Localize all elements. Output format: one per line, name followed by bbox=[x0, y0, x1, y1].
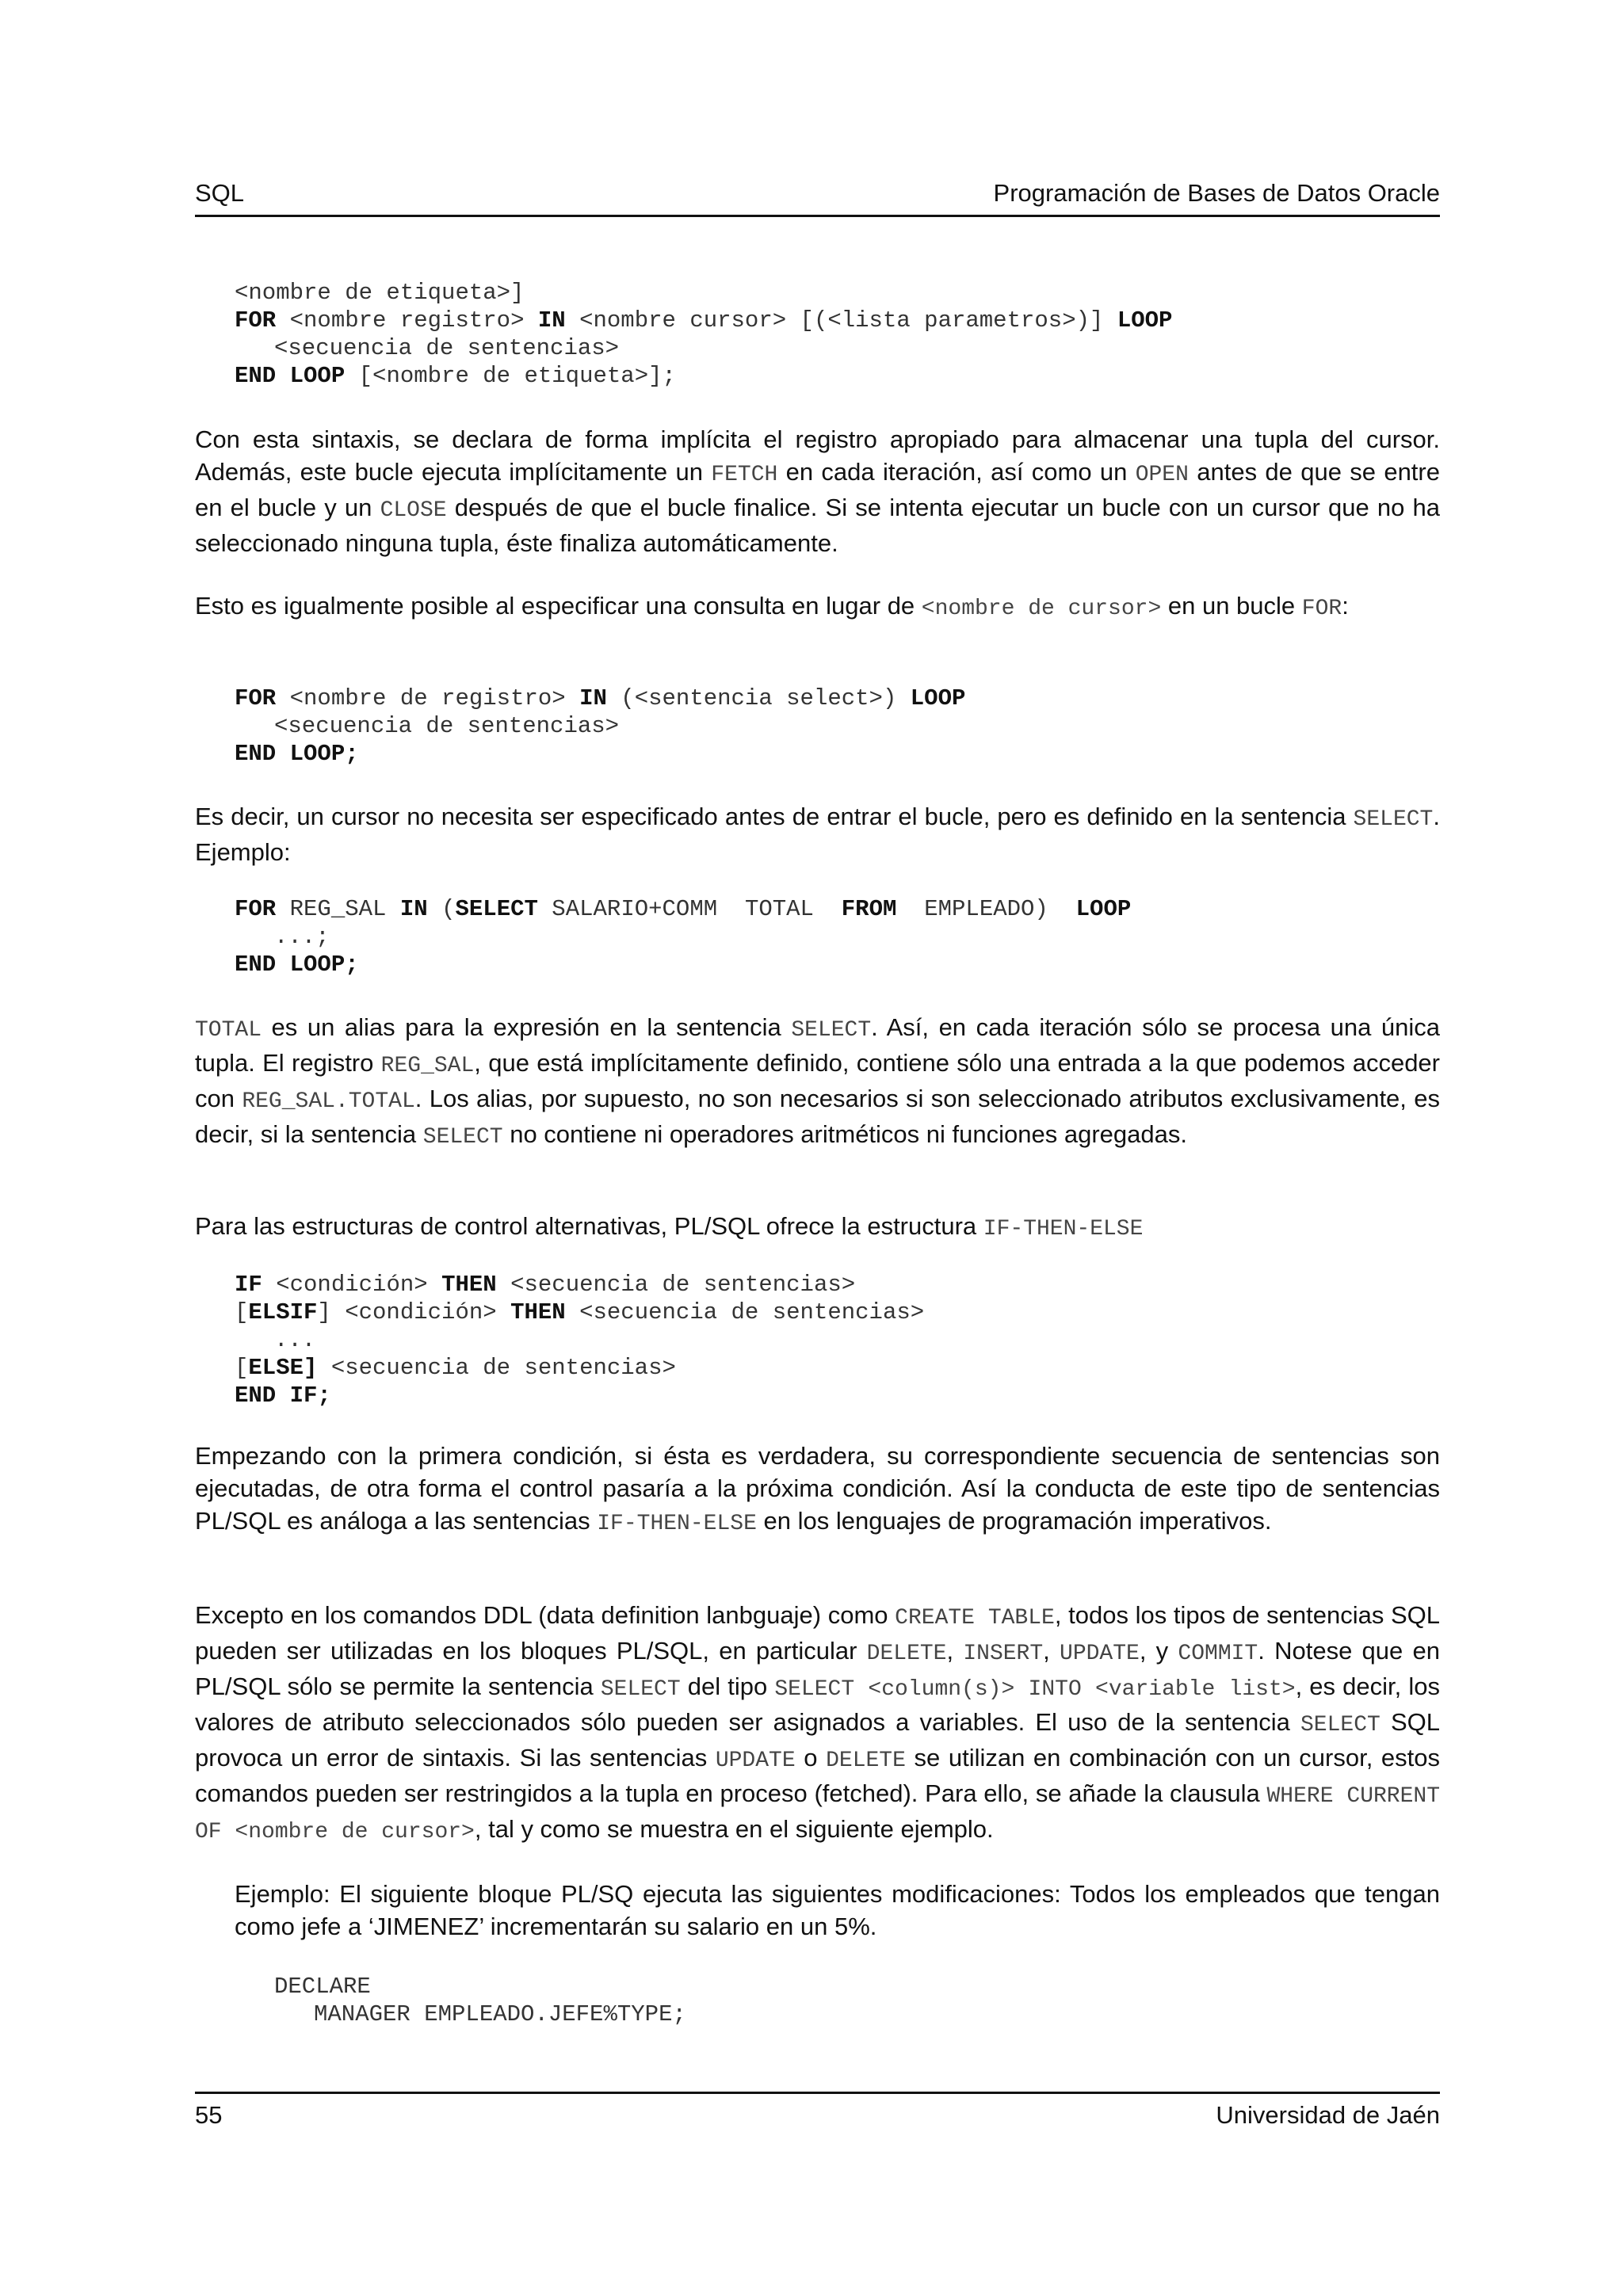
header-book-title: Programación de Bases de Datos Oracle bbox=[993, 179, 1440, 207]
running-footer bbox=[195, 2100, 1440, 2131]
code-text: <secuencia de sentencias> bbox=[274, 335, 620, 361]
code-text: [<nombre de etiqueta>]; bbox=[345, 363, 676, 389]
paragraph-text: Esto es igualmente posible al especificar una consulta en lugar de bbox=[195, 592, 922, 620]
paragraph-text: . Notese que en PL/SQL sólo se permite la sentencia bbox=[195, 1637, 1440, 1700]
code-text: MANAGER EMPLEADO.JEFE%TYPE; bbox=[314, 2001, 686, 2027]
paragraph-text: antes de que se entre en el bucle y un bbox=[195, 458, 1440, 521]
paragraph-text: . Los alias, por supuesto, no son necesarios si son seleccionado atributos exclusivamente, es decir, si la sentencia bbox=[195, 1085, 1440, 1148]
code-keyword: ELSIF bbox=[248, 1299, 318, 1325]
code-text: [ bbox=[235, 1299, 249, 1325]
code-keyword: END IF; bbox=[235, 1383, 331, 1409]
code-keyword: END LOOP; bbox=[235, 952, 359, 978]
code-line bbox=[274, 1973, 1440, 2000]
inline-code: FETCH bbox=[711, 463, 778, 487]
inline-code: COMMIT bbox=[1178, 1642, 1258, 1666]
paragraph-text: SQL provoca un error de sintaxis. Si las sentencias bbox=[195, 1708, 1440, 1772]
code-line bbox=[235, 895, 1440, 923]
paragraph bbox=[195, 1440, 1440, 1540]
code-keyword: FROM bbox=[841, 896, 897, 922]
code-text: ( bbox=[427, 896, 456, 922]
code-text: <nombre registro> bbox=[276, 307, 538, 334]
code-line bbox=[235, 334, 1440, 362]
paragraph-text: . Ejemplo: bbox=[195, 803, 1440, 866]
code-keyword: LOOP bbox=[1075, 896, 1132, 922]
code-line bbox=[235, 1354, 1440, 1382]
paragraph-text: no contiene ni operadores aritméticos ni funciones agregadas. bbox=[502, 1120, 1187, 1148]
paragraph-text: . Así, en cada iteración sólo se procesa una única tupla. El registro bbox=[195, 1013, 1440, 1077]
paragraph-text: en un bucle bbox=[1161, 592, 1302, 620]
inline-code: SELECT bbox=[1353, 807, 1434, 832]
paragraph bbox=[195, 1210, 1440, 1245]
paragraph-text: se utilizan en combinación con un cursor, estos comandos pueden ser restringidos a la tupla en proceso (fetched). Para ello, se añade la clausula bbox=[195, 1744, 1441, 1807]
paragraph bbox=[195, 1878, 1440, 1943]
inline-code: SELECT <column(s)> INTO <variable list> bbox=[774, 1677, 1296, 1702]
inline-code: FOR bbox=[1301, 597, 1342, 621]
code-text: REG_SAL bbox=[276, 896, 400, 922]
paragraph-text: o bbox=[795, 1744, 827, 1772]
code-keyword: IN bbox=[399, 896, 428, 922]
code-keyword: END LOOP bbox=[235, 363, 346, 389]
code-text: <nombre cursor> [(<lista parametros>)] bbox=[565, 307, 1117, 334]
paragraph-text: , tal y como se muestra en el siguiente ejemplo. bbox=[474, 1815, 994, 1843]
paragraph-text: Excepto en los comandos DDL (data definition lanbguaje) como bbox=[195, 1601, 896, 1629]
footer-institution: Universidad de Jaén bbox=[1216, 2101, 1440, 2129]
code-line bbox=[235, 951, 1440, 978]
code-line bbox=[235, 685, 1440, 712]
inline-code: DELETE bbox=[866, 1642, 947, 1666]
paragraph-text: es un alias para la expresión en la sentencia bbox=[262, 1013, 792, 1041]
paragraph bbox=[195, 800, 1440, 868]
code-text: [ bbox=[235, 1355, 249, 1381]
code-keyword: FOR bbox=[235, 896, 277, 922]
inline-code: CLOSE bbox=[380, 498, 447, 523]
paragraph-text: Empezando con la primera condición, si ésta es verdadera, su correspondiente secuencia de sentencias son ejecutadas, de otra forma el control pasaría a la próxima condición. Así la conducta de este tipo de sentencias PL/SQL es análoga a las sentencias bbox=[195, 1442, 1440, 1535]
code-text: <secuencia de sentencias> bbox=[317, 1355, 676, 1381]
code-text: ...; bbox=[274, 924, 330, 950]
code-text: SALARIO+COMM TOTAL bbox=[537, 896, 842, 922]
code-text: <secuencia de sentencias> bbox=[496, 1272, 856, 1298]
inline-code: INSERT bbox=[963, 1642, 1044, 1666]
page-number: 55 bbox=[195, 2101, 223, 2129]
code-line bbox=[235, 1299, 1440, 1326]
paragraph bbox=[195, 589, 1440, 625]
footer-rule bbox=[195, 2092, 1440, 2094]
paragraph-text: , que está implícitamente definido, contiene sólo una entrada a la que podemos acceder con bbox=[195, 1049, 1440, 1112]
paragraph-text: en los lenguajes de programación imperativos. bbox=[756, 1507, 1272, 1535]
code-line bbox=[235, 362, 1440, 390]
code-keyword: SELECT bbox=[455, 896, 538, 922]
paragraph-text: : bbox=[1342, 592, 1349, 620]
code-keyword: FOR bbox=[235, 307, 277, 334]
paragraph bbox=[195, 1011, 1440, 1154]
header-section-title: SQL bbox=[195, 179, 245, 207]
inline-code: IF-THEN-ELSE bbox=[597, 1512, 757, 1536]
inline-code: UPDATE bbox=[1060, 1642, 1140, 1666]
paragraph bbox=[195, 1599, 1440, 1848]
code-keyword: THEN bbox=[441, 1272, 497, 1298]
code-keyword: LOOP bbox=[1117, 307, 1173, 334]
code-block bbox=[195, 279, 1440, 390]
code-keyword: LOOP bbox=[910, 685, 966, 711]
header-rule bbox=[195, 215, 1440, 217]
code-line bbox=[235, 740, 1440, 768]
code-line bbox=[235, 307, 1440, 334]
code-keyword: THEN bbox=[510, 1299, 566, 1325]
code-block bbox=[195, 1271, 1440, 1409]
inline-code: <nombre de cursor> bbox=[921, 597, 1162, 621]
paragraph-text: después de que el bucle finalice. Si se intenta ejecutar un bucle con un cursor que no ha seleccionado ninguna tupla, éste finaliza automáticamente. bbox=[195, 494, 1440, 557]
code-text: <secuencia de sentencias> bbox=[565, 1299, 925, 1325]
paragraph-text: del tipo bbox=[680, 1672, 775, 1700]
inline-code: OPEN bbox=[1135, 463, 1189, 487]
inline-code: SELECT bbox=[1300, 1713, 1381, 1737]
code-block bbox=[195, 685, 1440, 768]
code-keyword: IF bbox=[235, 1272, 262, 1298]
code-text: <secuencia de sentencias> bbox=[274, 713, 620, 739]
code-text: <nombre de etiqueta>] bbox=[235, 280, 525, 306]
running-header bbox=[195, 177, 1440, 209]
code-line bbox=[235, 712, 1440, 740]
inline-code: SELECT bbox=[422, 1125, 503, 1150]
inline-code: REG_SAL.TOTAL bbox=[242, 1089, 415, 1114]
code-block bbox=[195, 1973, 1440, 2028]
inline-code: DELETE bbox=[826, 1749, 906, 1773]
code-line bbox=[235, 279, 1440, 307]
inline-code: TOTAL bbox=[195, 1018, 262, 1043]
code-text: DECLARE bbox=[274, 1974, 371, 2000]
inline-code: SELECT bbox=[600, 1677, 681, 1702]
paragraph-text: Para las estructuras de control alternativas, PL/SQL ofrece la estructura bbox=[195, 1212, 983, 1240]
code-keyword: IN bbox=[579, 685, 607, 711]
paragraph bbox=[195, 423, 1440, 559]
code-text: <nombre de registro> bbox=[276, 685, 580, 711]
code-text: <condición> bbox=[262, 1272, 442, 1298]
paragraph-text: , bbox=[1043, 1637, 1060, 1665]
code-keyword: FOR bbox=[235, 685, 277, 711]
inline-code: IF-THEN-ELSE bbox=[983, 1217, 1144, 1241]
paragraph-text: , bbox=[946, 1637, 964, 1665]
inline-code: WHERE CURRENT OF <nombre de cursor> bbox=[195, 1784, 1441, 1844]
paragraph-text: en cada iteración, así como un bbox=[777, 458, 1136, 486]
code-line bbox=[235, 1271, 1440, 1299]
code-text: EMPLEADO) bbox=[896, 896, 1076, 922]
inline-code: CREATE TABLE bbox=[895, 1606, 1055, 1630]
code-text: ... bbox=[274, 1327, 316, 1353]
code-block bbox=[195, 895, 1440, 978]
code-line bbox=[235, 1382, 1440, 1409]
paragraph-text: , todos los tipos de sentencias SQL pueden ser utilizadas en los bloques PL/SQL, en particular bbox=[195, 1601, 1440, 1665]
paragraph-text: , es decir, los valores de atributo seleccionados sólo pueden ser asignados a variables. El uso de la sentencia bbox=[195, 1672, 1440, 1736]
code-keyword: END LOOP; bbox=[235, 741, 359, 767]
paragraph-text: Es decir, un cursor no necesita ser especificado antes de entrar el bucle, pero es definido en la sentencia bbox=[195, 803, 1354, 830]
code-keyword: ELSE] bbox=[248, 1355, 318, 1381]
code-line bbox=[274, 2000, 1440, 2028]
code-line bbox=[235, 923, 1440, 951]
code-text: (<sentencia select>) bbox=[606, 685, 911, 711]
paragraph-text: Con esta sintaxis, se declara de forma implícita el registro apropiado para almacenar una tupla del cursor. Además, este bucle ejecuta implícitamente un bbox=[195, 425, 1440, 486]
inline-code: SELECT bbox=[791, 1018, 872, 1043]
code-line bbox=[235, 1326, 1440, 1354]
paragraph-text: , y bbox=[1139, 1637, 1178, 1665]
code-text: ] <condición> bbox=[317, 1299, 511, 1325]
paragraph-text: Ejemplo: El siguiente bloque PL/SQ ejecuta las siguientes modificaciones: Todos los empleados que tengan como jefe a ‘JIMENEZ’ incrementarán su salario en un 5%. bbox=[235, 1880, 1440, 1940]
inline-code: REG_SAL bbox=[380, 1054, 475, 1078]
inline-code: UPDATE bbox=[715, 1749, 796, 1773]
code-keyword: IN bbox=[537, 307, 566, 334]
